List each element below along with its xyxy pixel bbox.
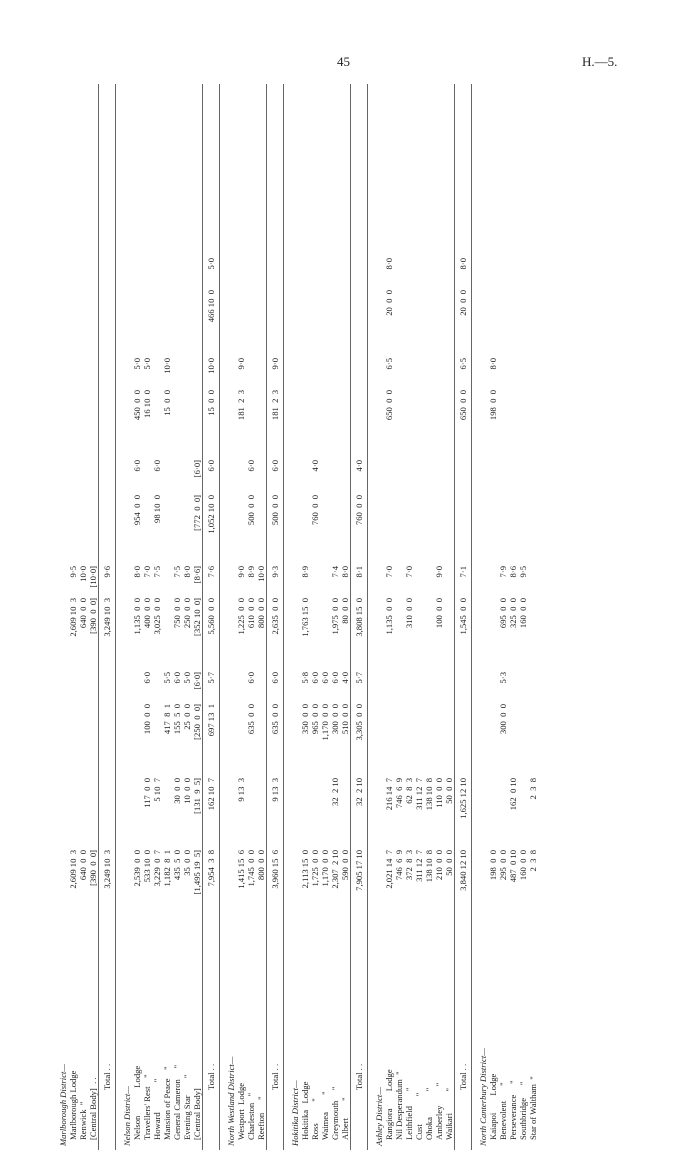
- table-cell: 9 13 3: [270, 778, 280, 802]
- table-cell: 160 0 0: [518, 850, 528, 881]
- table-cell: 9 13 3: [236, 778, 246, 802]
- table-cell: [131 9 5]: [192, 778, 202, 814]
- lodge-name: Hokitika Lodge: [300, 1081, 310, 1140]
- table-cell: 6·0: [310, 672, 320, 684]
- table-cell: 10·0: [206, 358, 216, 374]
- table-cell: 3,249 10 3: [102, 850, 112, 889]
- document-reference: H.—5.: [582, 54, 618, 69]
- page-number: 45: [337, 54, 350, 69]
- table-cell: 32 2 10: [330, 778, 340, 806]
- table-cell: 2,113 15 0: [300, 850, 310, 889]
- table-row: [246, 84, 256, 1150]
- table-cell: 117 0 0: [142, 778, 152, 808]
- table-cell: 9·5: [68, 566, 78, 578]
- table-cell: 198 0 0: [488, 850, 498, 881]
- total-label: Total . .: [206, 1063, 216, 1090]
- table-cell: 635 0 0: [270, 704, 280, 735]
- table-cell: 760 0 0: [310, 495, 320, 526]
- table-cell: 9·5: [518, 566, 528, 578]
- table-cell: 2,609 10 3: [68, 850, 78, 889]
- table-cell: 10 0 0: [182, 778, 192, 804]
- table-cell: 435 5 0: [172, 850, 182, 881]
- table-cell: 6·5: [384, 358, 394, 370]
- table-cell: 635 0 0: [246, 704, 256, 735]
- table-cell: 7·4: [330, 566, 340, 578]
- table-row: [394, 84, 404, 1150]
- table-cell: 510 0 0: [340, 704, 350, 735]
- table-cell: 400 0 0: [142, 598, 152, 629]
- table-row: [444, 84, 454, 1150]
- table-cell: 2,609 10 3: [68, 598, 78, 637]
- table-cell: 6·0: [320, 672, 330, 684]
- table-cell: 7,954 3 8: [206, 850, 216, 887]
- table-cell: 6·0: [246, 672, 256, 684]
- table-cell: 15 0 0: [162, 390, 172, 416]
- table-cell: 350 0 0: [300, 704, 310, 735]
- table-cell: 372 8 3: [404, 850, 414, 881]
- table-cell: 6·0: [132, 460, 142, 472]
- table-row: [300, 84, 310, 1150]
- lodge-name: Greymouth ": [330, 1086, 340, 1140]
- table-cell: 35 0 0: [182, 850, 192, 876]
- table-cell: 210 0 0: [434, 850, 444, 881]
- table-cell: 10·0: [78, 566, 88, 582]
- table-cell: 198 0 0: [488, 390, 498, 421]
- table-cell: 8·0: [458, 258, 468, 270]
- table-row: [330, 84, 340, 1150]
- table-cell: 1,725 0 0: [310, 850, 320, 887]
- table-cell: 9·0: [236, 566, 246, 578]
- table-cell: 640 0 0: [78, 850, 88, 881]
- table-cell: 5·0: [206, 258, 216, 270]
- table-cell: 8·1: [354, 566, 364, 578]
- table-cell: 325 0 0: [508, 598, 518, 629]
- table-cell: 1,415 15 6: [236, 850, 246, 889]
- table-cell: 7·6: [206, 566, 216, 578]
- table-row: [236, 84, 246, 1150]
- rotated-table-frame: [58, 84, 638, 1150]
- total-row: [266, 84, 284, 1150]
- table-cell: 8·9: [300, 566, 310, 578]
- total-row: [350, 84, 368, 1150]
- table-cell: [390 0 0]: [88, 598, 98, 634]
- table-cell: 80 0 0: [340, 598, 350, 624]
- table-cell: 7·9: [498, 566, 508, 578]
- table-cell: [250 0 0]: [192, 704, 202, 740]
- table-cell: 7·5: [172, 566, 182, 578]
- table-cell: 1,170 0 0: [320, 704, 330, 741]
- table-cell: [772 0 0]: [192, 495, 202, 531]
- table-cell: 6·0: [270, 672, 280, 684]
- district-name: North Canterbury District—: [478, 1048, 488, 1146]
- table-row: [414, 84, 424, 1150]
- table-cell: 5·5: [162, 672, 172, 684]
- table-cell: 10·0: [256, 566, 266, 582]
- table-cell: 450 0 0: [132, 390, 142, 421]
- table-cell: 3,305 0 0: [354, 704, 364, 741]
- table-row: [488, 84, 498, 1150]
- table-row: [256, 84, 266, 1150]
- total-label: Total . .: [354, 1063, 364, 1090]
- table-cell: 311 12 7: [414, 850, 424, 882]
- table-cell: 466 10 0: [206, 290, 216, 323]
- district-title: [226, 84, 236, 1150]
- table-cell: 7·0: [404, 566, 414, 578]
- district-name: Marlborough District—: [58, 1063, 68, 1146]
- district-name: Hokitika District—: [290, 1080, 300, 1146]
- table-cell: [1,495 19 5]: [192, 850, 202, 895]
- table-row: [78, 84, 88, 1150]
- lodge-name: Howard ": [152, 1078, 162, 1140]
- table-cell: 20 0 0: [384, 290, 394, 316]
- table-cell: 25 0 0: [182, 704, 192, 730]
- table-cell: 181 2 3: [236, 390, 246, 421]
- table-cell: 8·0: [182, 566, 192, 578]
- table-cell: 750 0 0: [172, 598, 182, 629]
- table-cell: 6·0: [152, 460, 162, 472]
- table-cell: 10·0: [162, 358, 172, 374]
- table-cell: 62 8 3: [404, 778, 414, 804]
- lodge-name: [Central Body] . .: [88, 1077, 98, 1140]
- table-cell: 697 13 1: [206, 704, 216, 737]
- total-label: Total . .: [270, 1063, 280, 1090]
- spacer: [538, 84, 548, 1150]
- lodge-name: Reefton ": [256, 1096, 266, 1140]
- total-label: Total . .: [102, 1063, 112, 1090]
- table-cell: 746 6 9: [394, 850, 404, 881]
- table-cell: 4·0: [310, 460, 320, 472]
- table-row: [424, 84, 434, 1150]
- lodge-name: General Cameron ": [172, 1064, 182, 1140]
- table-row: [310, 84, 320, 1150]
- table-cell: 9·0: [236, 358, 246, 370]
- table-row: [192, 84, 202, 1150]
- district-name: North Westland District—: [226, 1056, 236, 1146]
- table-row: [508, 84, 518, 1150]
- table-cell: 800 0 0: [256, 850, 266, 881]
- table-cell: 5·0: [182, 672, 192, 684]
- table-cell: 610 0 0: [246, 598, 256, 629]
- lodge-name: Ross ": [310, 1098, 320, 1140]
- table-cell: 3,249 10 3: [102, 598, 112, 637]
- table-cell: 6·0: [206, 460, 216, 472]
- table-row: [172, 84, 182, 1150]
- lodge-name: Southbridge ": [518, 1081, 528, 1140]
- table-cell: 98 10 0: [152, 495, 162, 523]
- lodge-name: Renwick ": [78, 1101, 88, 1140]
- district-name: Ashley District—: [374, 1087, 384, 1146]
- table-cell: 487 0 10: [508, 850, 518, 883]
- table-cell: 138 10 8: [424, 850, 434, 883]
- table-cell: 1,052 10 0: [206, 495, 216, 534]
- table-cell: 1,182 8 1: [162, 850, 172, 887]
- lodge-name: Amberley ": [434, 1082, 444, 1140]
- table-cell: 1,975 0 0: [330, 598, 340, 635]
- table-cell: 1,745 0 0: [246, 850, 256, 887]
- table-cell: 3,229 0 7: [152, 850, 162, 887]
- table-cell: 9·3: [270, 566, 280, 578]
- table-cell: 650 0 0: [384, 390, 394, 421]
- table-cell: 32 2 10: [354, 778, 364, 806]
- table-cell: 16 10 0: [142, 390, 152, 418]
- district-title: [122, 84, 132, 1150]
- table-cell: 155 5 0: [172, 704, 182, 735]
- table-cell: 6·5: [458, 358, 468, 370]
- table-cell: 695 0 0: [498, 598, 508, 629]
- table-cell: [8·6]: [192, 566, 202, 584]
- lodge-name: Westport Lodge: [236, 1082, 246, 1140]
- table-cell: 6·0: [172, 672, 182, 684]
- table-row: [434, 84, 444, 1150]
- table-cell: 162 10 7: [206, 778, 216, 811]
- lodge-name: Kaiapoi Lodge: [488, 1073, 498, 1140]
- table-cell: 7·0: [384, 566, 394, 578]
- table-cell: 4·0: [354, 460, 364, 472]
- table-cell: 2,021 14 7: [384, 850, 394, 889]
- table-cell: 500 0 0: [270, 495, 280, 526]
- table-cell: 138 10 8: [424, 778, 434, 811]
- table-row: [142, 84, 152, 1150]
- lodge-name: Albert ": [340, 1097, 350, 1140]
- lodge-name: Travellers' Rest ": [142, 1074, 152, 1140]
- table-row: [340, 84, 350, 1150]
- table-cell: 100 0 0: [142, 704, 152, 735]
- table-cell: 7,905 17 10: [354, 850, 364, 891]
- table-row: [132, 84, 142, 1150]
- total-row: [454, 84, 472, 1150]
- lodge-name: Mansion of Peace ": [162, 1066, 172, 1140]
- lodge-name: Leithfield ": [404, 1087, 414, 1140]
- table-cell: 2 3 8: [528, 778, 538, 800]
- table-cell: 8·0: [384, 258, 394, 270]
- table-row: [518, 84, 528, 1150]
- table-cell: 8·0: [132, 566, 142, 578]
- table-cell: 295 0 0: [498, 850, 508, 881]
- district-title: [374, 84, 384, 1150]
- table-cell: 1,625 12 10: [458, 778, 468, 819]
- table-cell: [352 10 0]: [192, 598, 202, 636]
- table-cell: 4·0: [340, 672, 350, 684]
- table-cell: 2,635 0 0: [270, 598, 280, 635]
- table-cell: 5·0: [142, 358, 152, 370]
- table-row: [88, 84, 98, 1150]
- table-cell: 760 0 0: [354, 495, 364, 526]
- table-cell: 160 0 0: [518, 598, 528, 629]
- table-cell: 50 0 0: [444, 850, 454, 876]
- lodge-name: Ohoka ": [424, 1087, 434, 1140]
- table-cell: 3,960 15 6: [270, 850, 280, 889]
- table-cell: 8·0: [340, 566, 350, 578]
- lodge-name: Perseverance ": [508, 1080, 518, 1140]
- district-title: [478, 84, 488, 1150]
- district-title: [290, 84, 300, 1150]
- total-label: Total . .: [458, 1063, 468, 1090]
- table-row: [498, 84, 508, 1150]
- table-row: [182, 84, 192, 1150]
- table-cell: 2,539 0 0: [132, 850, 142, 887]
- table-cell: 6·0: [142, 672, 152, 684]
- table-cell: 20 0 0: [458, 290, 468, 316]
- table-row: [384, 84, 394, 1150]
- table-row: [528, 84, 538, 1150]
- table-cell: [6·0]: [192, 460, 202, 478]
- table-cell: 746 6 9: [394, 778, 404, 809]
- page-header: [0, 54, 700, 74]
- table-cell: [390 0 0]: [88, 850, 98, 886]
- lodge-name: Nil Desperandum ": [394, 1071, 404, 1140]
- table-cell: 954 0 0: [132, 495, 142, 526]
- table-cell: 250 0 0: [182, 598, 192, 629]
- district-fund-table: [58, 84, 638, 1150]
- table-cell: 8·6: [508, 566, 518, 578]
- table-cell: 500 0 0: [246, 495, 256, 526]
- table-cell: 7·0: [142, 566, 152, 578]
- table-cell: 100 0 0: [434, 598, 444, 629]
- lodge-name: Marlborough Lodge: [68, 1070, 78, 1140]
- district-name: Nelson District—: [122, 1086, 132, 1146]
- table-cell: 311 12 7: [414, 778, 424, 810]
- table-cell: 9·6: [102, 566, 112, 578]
- lodge-name: Evening Star ": [182, 1074, 192, 1140]
- table-row: [68, 84, 78, 1150]
- lodge-name: Benevolent ": [498, 1082, 508, 1140]
- table-cell: 533 10 0: [142, 850, 152, 883]
- lodge-name: Cust ": [414, 1092, 424, 1140]
- table-cell: 590 0 0: [340, 850, 350, 881]
- table-cell: 3,808 15 0: [354, 598, 364, 637]
- total-row: [202, 84, 220, 1150]
- table-cell: 1,545 0 0: [458, 598, 468, 635]
- table-cell: 5 10 7: [152, 778, 162, 802]
- table-cell: 1,170 0 0: [320, 850, 330, 887]
- table-cell: 162 0 10: [508, 778, 518, 811]
- table-cell: 5,560 0 0: [206, 598, 216, 635]
- table-cell: 5·7: [354, 672, 364, 684]
- table-cell: 800 0 0: [256, 598, 266, 629]
- table-cell: 5·3: [498, 672, 508, 684]
- table-cell: 1,763 15 0: [300, 598, 310, 637]
- table-cell: 9·0: [434, 566, 444, 578]
- table-cell: 1,135 0 0: [132, 598, 142, 635]
- table-cell: 15 0 0: [206, 390, 216, 416]
- table-cell: 5·8: [300, 672, 310, 684]
- district-title: [58, 84, 68, 1150]
- table-cell: 1,135 0 0: [384, 598, 394, 635]
- table-cell: 30 0 0: [172, 778, 182, 804]
- table-cell: 8·9: [246, 566, 256, 578]
- table-cell: 6·0: [246, 460, 256, 472]
- table-cell: 7·5: [152, 566, 162, 578]
- table-cell: 216 14 7: [384, 778, 394, 811]
- table-cell: 7·1: [458, 566, 468, 578]
- table-row: [162, 84, 172, 1150]
- lodge-name: Waikari ": [444, 1088, 454, 1140]
- table-cell: 1,225 0 0: [236, 598, 246, 635]
- lodge-name: Nelson Lodge: [132, 1065, 142, 1140]
- table-cell: 650 0 0: [458, 390, 468, 421]
- table-cell: 300 0 0: [330, 704, 340, 735]
- table-cell: 640 0 0: [78, 598, 88, 629]
- table-cell: 2 3 8: [528, 850, 538, 872]
- table-row: [404, 84, 414, 1150]
- table-cell: 3,840 12 10: [458, 850, 468, 891]
- table-cell: 6·0: [270, 460, 280, 472]
- table-cell: [6·0]: [192, 672, 202, 690]
- table-cell: 417 8 1: [162, 704, 172, 735]
- table-cell: 5·7: [206, 672, 216, 684]
- table-cell: 8·0: [488, 358, 498, 370]
- lodge-name: Waimea ": [320, 1091, 330, 1140]
- lodge-name: [Central Body]: [192, 1088, 202, 1140]
- table-cell: 300 0 0: [498, 704, 508, 735]
- lodge-name: Rangiora Lodge: [384, 1069, 394, 1140]
- total-row: [98, 84, 116, 1150]
- table-cell: 310 0 0: [404, 598, 414, 629]
- table-cell: 9·0: [270, 358, 280, 370]
- table-cell: 965 0 0: [310, 704, 320, 735]
- table-cell: 50 0 0: [444, 778, 454, 804]
- table-cell: 2,307 2 10: [330, 850, 340, 889]
- table-row: [152, 84, 162, 1150]
- lodge-name: Charleston ": [246, 1092, 256, 1140]
- table-cell: 181 2 3: [270, 390, 280, 421]
- table-cell: 3,025 0 0: [152, 598, 162, 635]
- table-cell: 5·0: [132, 358, 142, 370]
- table-cell: 6·0: [330, 672, 340, 684]
- table-row: [320, 84, 330, 1150]
- lodge-name: Star of Waltham ": [528, 1076, 538, 1140]
- table-cell: [10·0]: [88, 566, 98, 588]
- table-cell: 110 0 0: [434, 778, 444, 808]
